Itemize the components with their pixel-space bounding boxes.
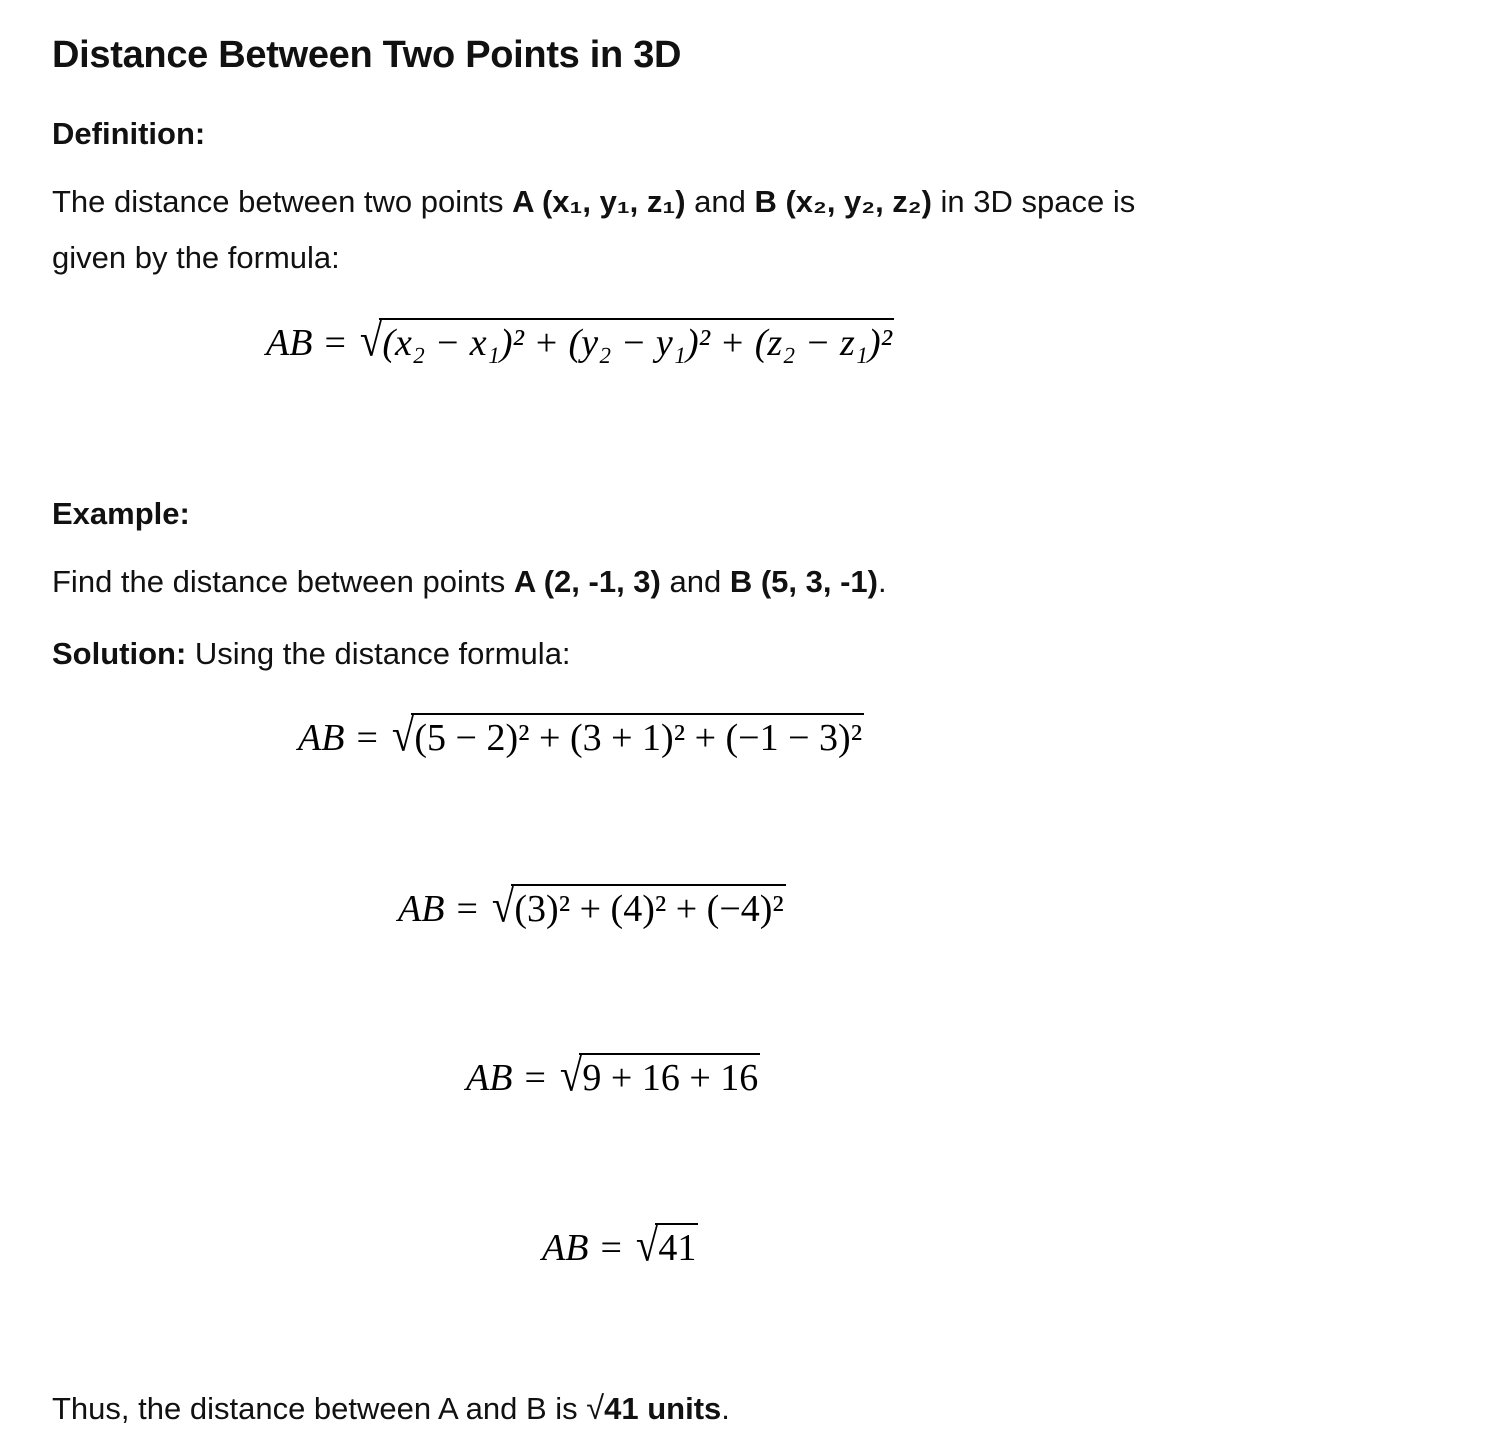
square-root-icon: √(x₂ − x₁)² + (y₂ − y₁)² + (z₂ − z₁)² — [359, 312, 893, 366]
page-title: Distance Between Two Points in 3D — [52, 34, 682, 76]
conclusion-end: . — [721, 1391, 730, 1426]
square-root-icon: √9 + 16 + 16 — [559, 1047, 759, 1101]
point-a-example: A (2, -1, 3) — [513, 564, 661, 599]
solution-step-3 — [466, 1047, 760, 1103]
solution-text: Using the distance formula: — [186, 636, 571, 671]
step-4-lhs: AB — [542, 1227, 589, 1269]
example-text-3: . — [877, 564, 887, 599]
solution-step-4 — [542, 1217, 698, 1273]
definition-text-3: in 3D space is — [931, 184, 1136, 219]
conclusion-text — [52, 1388, 730, 1429]
step-2-equals: = — [456, 888, 478, 930]
formula-lhs: AB — [266, 322, 313, 364]
square-root-icon: √41 — [635, 1217, 697, 1271]
definition-text-line-1 — [52, 182, 1135, 222]
formula-body: (x₂ − x₁)² + (y₂ − y₁)² + (z₂ − z₁)² — [382, 322, 893, 364]
definition-text-1: The distance between two points — [52, 184, 513, 219]
solution-step-1 — [298, 707, 864, 763]
square-root-icon: √(5 − 2)² + (3 + 1)² + (−1 − 3)² — [391, 707, 863, 761]
definition-text-2: and — [685, 184, 755, 219]
step-1-body: (5 − 2)² + (3 + 1)² + (−1 − 3)² — [414, 717, 863, 759]
solution-step-2 — [398, 878, 786, 934]
point-b-general: B (x₂, y₂, z₂) — [754, 184, 932, 219]
conclusion-value-text: 41 units — [604, 1391, 722, 1426]
step-1-equals: = — [356, 717, 378, 759]
point-a-general: A (x₁, y₁, z₁) — [512, 184, 686, 219]
solution-label: Solution: — [52, 636, 187, 671]
step-3-body: 9 + 16 + 16 — [582, 1057, 759, 1099]
distance-formula — [266, 312, 894, 368]
example-heading: Example: — [52, 496, 190, 531]
solution-line — [52, 634, 571, 674]
step-1-lhs: AB — [298, 717, 345, 759]
conclusion-value — [586, 1388, 721, 1429]
square-root-icon: √(3)² + (4)² + (−4)² — [491, 878, 784, 932]
conclusion-text-1: Thus, the distance between A and B is — [52, 1391, 587, 1426]
example-text-2: and — [660, 564, 730, 599]
point-b-example: B (5, 3, -1) — [729, 564, 878, 599]
step-3-lhs: AB — [466, 1057, 513, 1099]
formula-equals: = — [324, 322, 346, 364]
square-root-icon: √ — [586, 1390, 605, 1426]
step-4-body: 41 — [658, 1227, 697, 1269]
example-text — [52, 562, 887, 602]
step-3-equals: = — [524, 1057, 546, 1099]
definition-heading: Definition: — [52, 116, 206, 151]
definition-text-line-2: given by the formula: — [52, 240, 340, 275]
step-2-body: (3)² + (4)² + (−4)² — [514, 888, 784, 930]
example-text-1: Find the distance between points — [52, 564, 514, 599]
step-4-equals: = — [600, 1227, 622, 1269]
step-2-lhs: AB — [398, 888, 445, 930]
